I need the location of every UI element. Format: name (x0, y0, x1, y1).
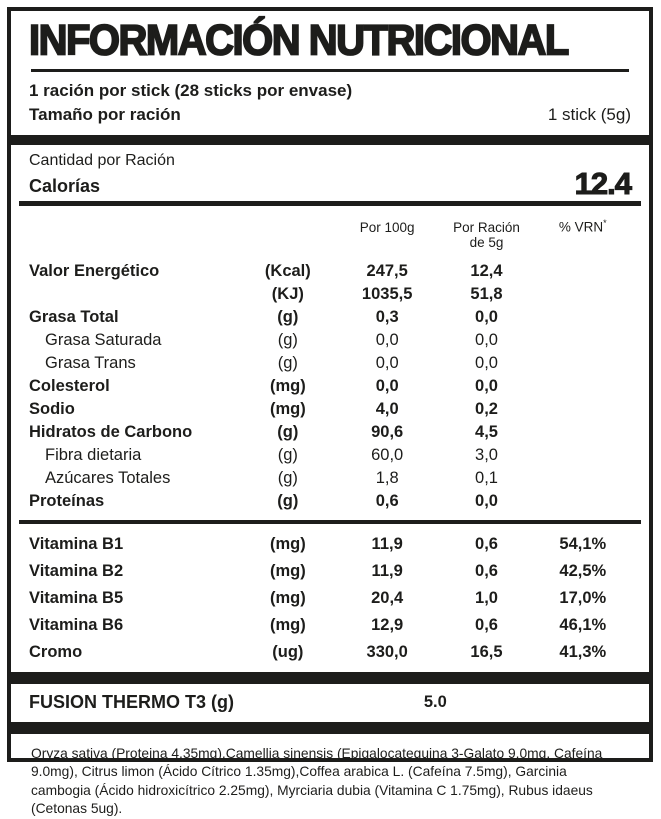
servings-per-container: 1 ración por stick (28 sticks por envase) (29, 79, 631, 103)
blend-label: FUSION THERMO T3 (g) (29, 692, 336, 713)
nutrient-label: Vitamina B5 (29, 585, 240, 612)
value-per-serving: 0,1 (438, 467, 534, 490)
table-row (29, 421, 631, 444)
col-header-per-100g: Por 100g (336, 220, 438, 235)
nutrient-label: Grasa Total (29, 306, 240, 329)
value-vrn: 46,1% (535, 612, 631, 639)
col-header-per-serving-line1: Por Ración (453, 220, 520, 235)
value-per-serving: 3,0 (438, 444, 534, 467)
nutrient-unit: (g) (240, 306, 336, 329)
value-per-100g: 11,9 (336, 558, 438, 585)
nutrient-unit: (g) (240, 467, 336, 490)
value-per-serving: 0,6 (438, 612, 534, 639)
ingredients-text: Oryza sativa (Proteina 4,35mg),Camellia sinensis (Epigalocatequina 3-Galato 9.0mg, Cafeína 9.0mg), Citrus limon (Ácido Cítrico 1.35mg),Coffea arabica L. (Cafeína 7.5mg), Garcinia cambogia (Ácido hidroxicítrico 2.25mg), Myrciaria dubia (Vitamina C 1.75mg), Rubus idaeus (Cetonas 5ug). (29, 734, 631, 819)
nutrient-label: Proteínas (29, 490, 240, 513)
nutrient-label: Grasa Trans (29, 352, 240, 375)
nutrient-label: Grasa Saturada (29, 329, 240, 352)
value-per-serving: 1,0 (438, 585, 534, 612)
value-vrn: 17,0% (535, 585, 631, 612)
nutrient-label: Vitamina B2 (29, 558, 240, 585)
nutrition-label (7, 7, 653, 762)
table-row (29, 398, 631, 421)
nutrient-label: Vitamina B6 (29, 612, 240, 639)
nutrient-label: Vitamina B1 (29, 531, 240, 558)
value-per-100g: 12,9 (336, 612, 438, 639)
blend-row (29, 684, 631, 722)
value-vrn: 41,3% (535, 639, 631, 666)
nutrient-label: Hidratos de Carbono (29, 421, 240, 444)
column-headers (29, 206, 631, 252)
nutrient-unit: (mg) (240, 558, 336, 585)
value-per-100g: 90,6 (336, 421, 438, 444)
table-row (29, 352, 631, 375)
nutrient-label: Cromo (29, 639, 240, 666)
value-per-serving: 16,5 (438, 639, 534, 666)
col-header-vrn (535, 216, 631, 235)
calories-block (29, 145, 631, 201)
value-per-100g: 1035,5 (336, 283, 438, 306)
value-per-100g: 60,0 (336, 444, 438, 467)
table-row (29, 329, 631, 352)
nutrient-unit: (mg) (240, 612, 336, 639)
value-per-serving: 0,0 (438, 490, 534, 513)
nutrient-unit: (g) (240, 444, 336, 467)
table-row (29, 375, 631, 398)
table-row (29, 306, 631, 329)
calories-value: 12.4 (575, 169, 631, 199)
value-vrn: 54,1% (535, 531, 631, 558)
nutrient-label: Colesterol (29, 375, 240, 398)
value-per-serving: 0,0 (438, 375, 534, 398)
servings-block (29, 72, 631, 135)
table-row (29, 490, 631, 513)
table-row (29, 444, 631, 467)
serving-size-value: 1 stick (5g) (548, 103, 631, 127)
separator-bar-blend-bottom (11, 722, 649, 734)
nutrient-label: Azúcares Totales (29, 467, 240, 490)
col-header-vrn-asterisk: * (603, 218, 607, 228)
value-vrn: 42,5% (535, 558, 631, 585)
value-per-serving: 0,0 (438, 329, 534, 352)
nutrient-unit: (ug) (240, 639, 336, 666)
nutrient-label: Fibra dietaria (29, 444, 240, 467)
value-per-100g: 11,9 (336, 531, 438, 558)
nutrient-label: Valor Energético (29, 260, 240, 283)
nutrient-label: Sodio (29, 398, 240, 421)
separator-bar-top (11, 135, 649, 145)
col-header-per-serving-line2: de 5g (470, 235, 504, 250)
nutrient-table (29, 252, 631, 513)
nutrient-unit: (Kcal) (240, 260, 336, 283)
value-per-100g: 0,0 (336, 352, 438, 375)
separator-bar-blend-top (11, 672, 649, 684)
micronutrient-table (29, 524, 631, 672)
value-per-100g: 330,0 (336, 639, 438, 666)
nutrient-unit: (KJ) (240, 283, 336, 306)
blend-value: 5.0 (336, 693, 535, 712)
value-per-serving: 4,5 (438, 421, 534, 444)
value-per-100g: 1,8 (336, 467, 438, 490)
nutrient-unit: (mg) (240, 375, 336, 398)
value-per-serving: 0,6 (438, 531, 534, 558)
table-row (29, 585, 631, 612)
value-per-100g: 4,0 (336, 398, 438, 421)
table-row (29, 558, 631, 585)
value-per-serving: 51,8 (438, 283, 534, 306)
table-row (29, 283, 631, 306)
value-per-100g: 0,0 (336, 329, 438, 352)
table-row (29, 612, 631, 639)
table-row (29, 260, 631, 283)
table-row (29, 467, 631, 490)
value-per-serving: 0,0 (438, 352, 534, 375)
nutrient-unit: (mg) (240, 585, 336, 612)
value-per-serving: 12,4 (438, 260, 534, 283)
value-per-serving: 0,2 (438, 398, 534, 421)
value-per-100g: 20,4 (336, 585, 438, 612)
amount-per-serving-label: Cantidad por Ración (29, 150, 631, 171)
nutrient-unit: (mg) (240, 531, 336, 558)
table-row (29, 531, 631, 558)
nutrient-unit: (g) (240, 329, 336, 352)
calories-label: Calorías (29, 173, 100, 199)
col-header-per-serving (438, 220, 534, 250)
nutrient-unit: (g) (240, 352, 336, 375)
calories-row (29, 169, 631, 199)
nutrient-unit: (mg) (240, 398, 336, 421)
value-per-serving: 0,0 (438, 306, 534, 329)
value-per-100g: 0,6 (336, 490, 438, 513)
nutrient-unit: (g) (240, 421, 336, 444)
col-header-vrn-text: % VRN (559, 220, 603, 235)
serving-size-label: Tamaño por ración (29, 103, 181, 127)
value-per-100g: 0,3 (336, 306, 438, 329)
value-per-100g: 0,0 (336, 375, 438, 398)
label-title: INFORMACIÓN NUTRICIONAL (29, 14, 631, 67)
nutrient-unit: (g) (240, 490, 336, 513)
value-per-100g: 247,5 (336, 260, 438, 283)
value-per-serving: 0,6 (438, 558, 534, 585)
serving-size-row (29, 103, 631, 127)
table-row (29, 639, 631, 666)
